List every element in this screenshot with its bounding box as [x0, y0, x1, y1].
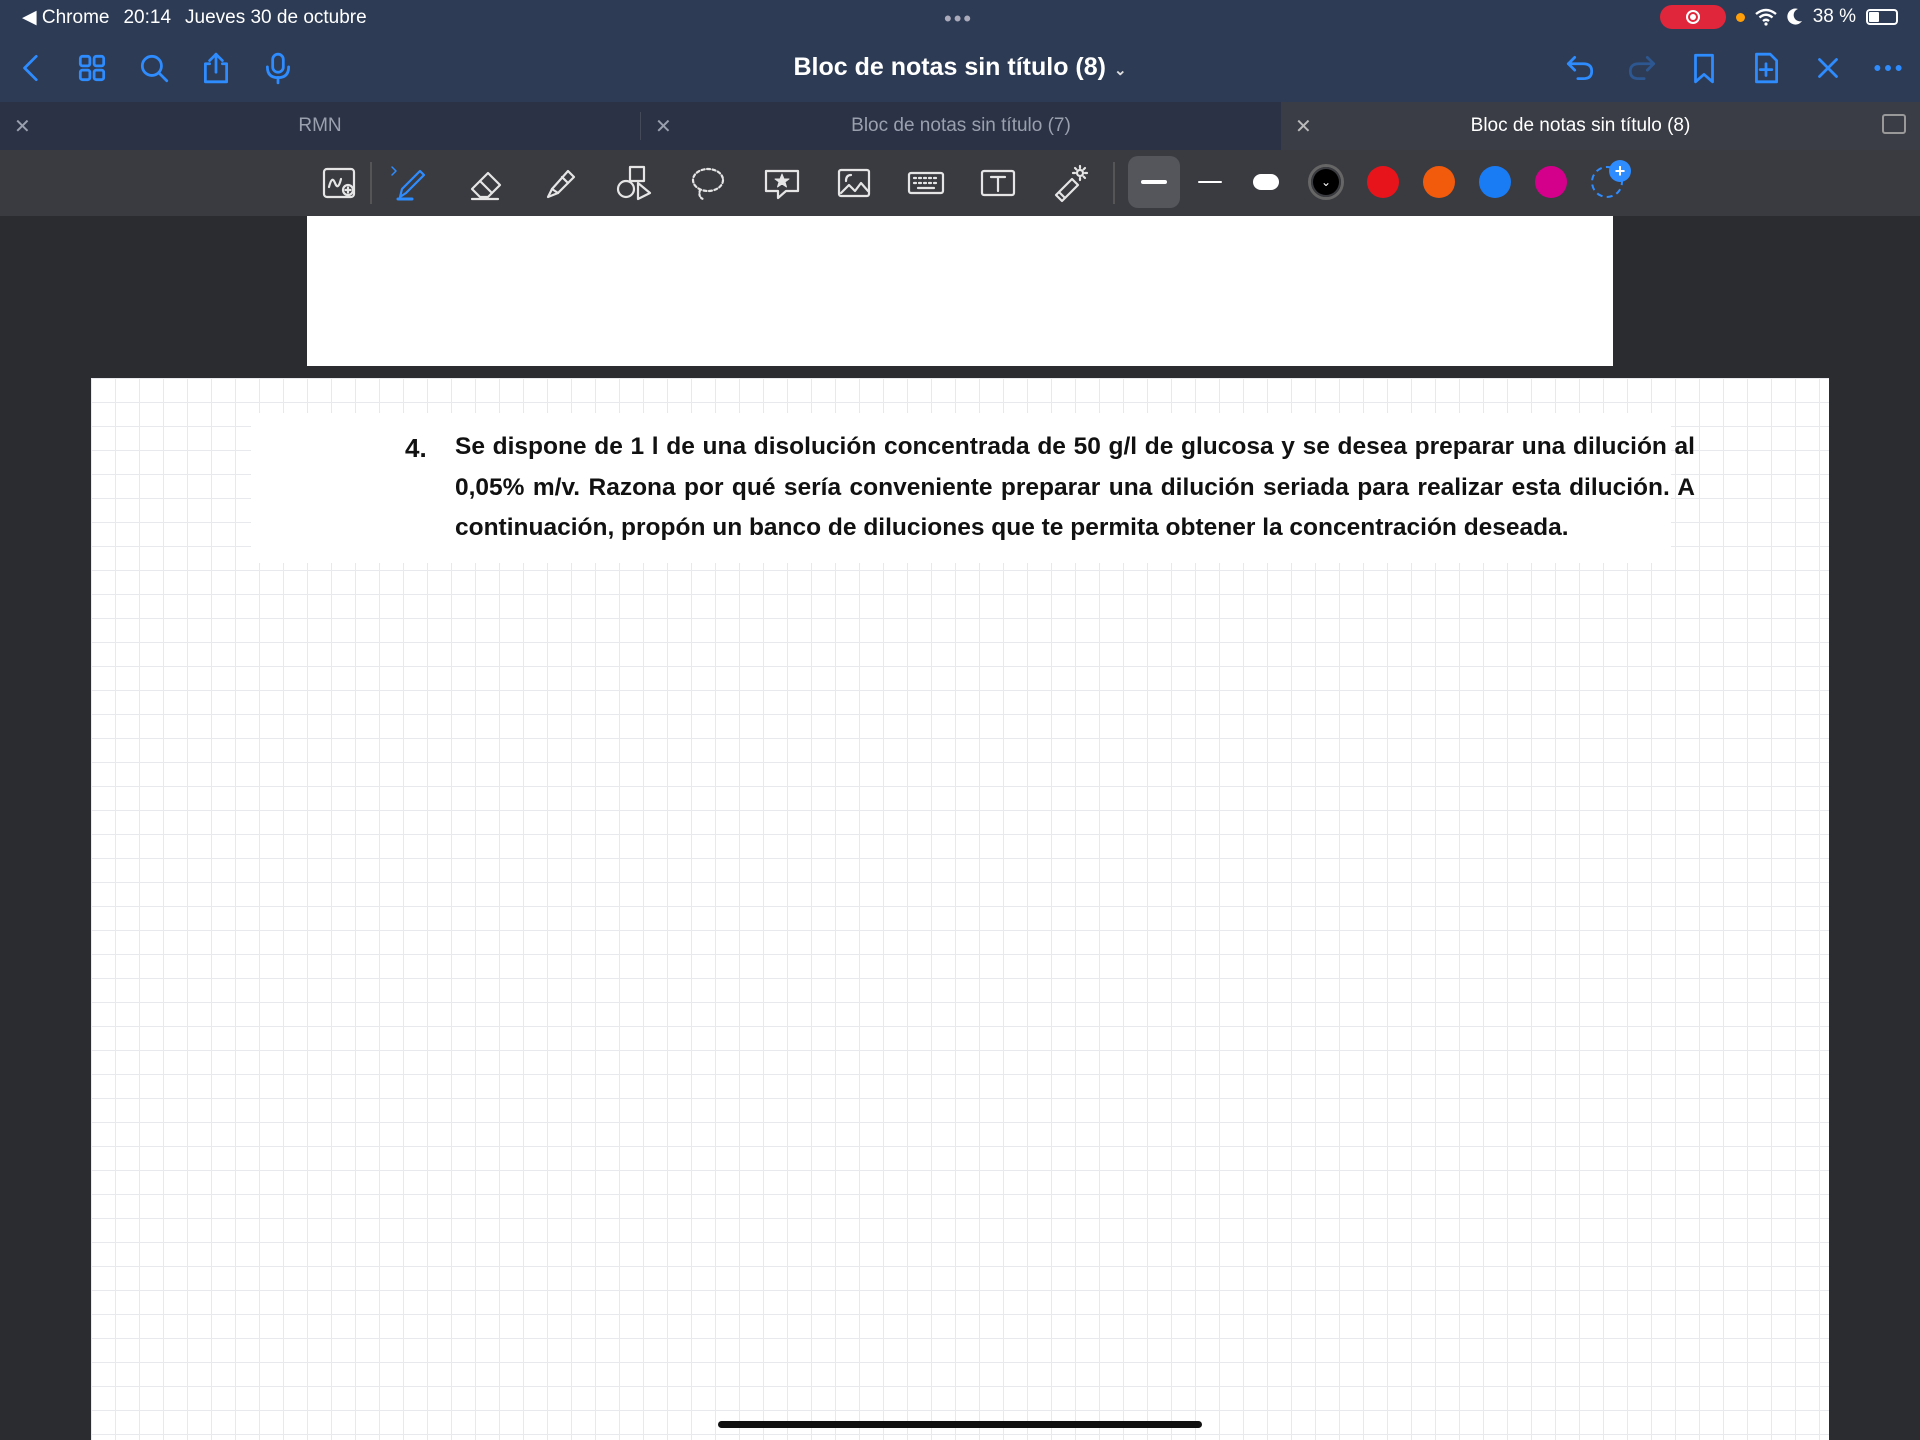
- question-block[interactable]: [251, 413, 1695, 563]
- color-magenta-swatch[interactable]: [1535, 166, 1567, 198]
- wifi-icon: [1755, 8, 1777, 26]
- close-tab-icon[interactable]: ✕: [1295, 116, 1312, 138]
- tab-label: Bloc de notas sin título (7): [851, 115, 1071, 136]
- image-icon[interactable]: [830, 160, 878, 206]
- chevron-down-icon: ⌄: [1113, 62, 1127, 79]
- tab-notebook-7[interactable]: [641, 102, 1281, 150]
- close-tab-icon[interactable]: ✕: [655, 116, 672, 138]
- chevron-down-icon: ⌄: [1320, 175, 1332, 189]
- notebook-page-grid[interactable]: [91, 378, 1829, 1440]
- document-title-text: Bloc de notas sin título (8): [793, 53, 1106, 81]
- laser-pointer-icon[interactable]: [1046, 160, 1094, 206]
- redo-icon[interactable]: [1622, 48, 1662, 88]
- battery-percent: 38 %: [1812, 6, 1856, 27]
- record-icon: [1686, 10, 1700, 24]
- multitasking-dots-icon[interactable]: •••: [944, 6, 974, 31]
- tab-notebook-8[interactable]: [1281, 102, 1920, 150]
- navigation-bar: [0, 34, 1920, 102]
- color-orange-swatch[interactable]: [1423, 166, 1455, 198]
- previous-page[interactable]: [307, 216, 1613, 366]
- status-date: Jueves 30 de octubre: [185, 6, 367, 28]
- color-blue-swatch[interactable]: [1479, 166, 1511, 198]
- moon-icon: [1787, 8, 1803, 26]
- screen-recording-indicator[interactable]: [1660, 5, 1726, 29]
- tab-label: RMN: [298, 115, 342, 136]
- stroke-thin-sample: [1198, 181, 1222, 183]
- add-page-icon[interactable]: [1746, 48, 1786, 88]
- tab-label: Bloc de notas sin título (8): [1470, 115, 1691, 136]
- add-color-button[interactable]: [1591, 161, 1626, 198]
- toolbar-divider: [370, 162, 372, 204]
- status-time: 20:14: [123, 6, 172, 28]
- stroke-width-thick-button[interactable]: [1128, 156, 1180, 208]
- sticker-icon[interactable]: [758, 160, 806, 206]
- color-red-swatch[interactable]: [1367, 166, 1399, 198]
- zoom-window-icon[interactable]: [316, 160, 364, 206]
- keyboard-icon[interactable]: [902, 160, 950, 206]
- tab-rmn[interactable]: [0, 102, 640, 150]
- close-editing-icon[interactable]: [1808, 48, 1848, 88]
- toolbar-divider: [1113, 162, 1115, 204]
- shapes-icon[interactable]: [610, 160, 658, 206]
- undo-icon[interactable]: [1560, 48, 1600, 88]
- stroke-thick-sample: [1141, 180, 1167, 184]
- bookmark-icon[interactable]: [1684, 48, 1724, 88]
- color-black-swatch[interactable]: [1308, 164, 1344, 200]
- battery-icon: [1866, 9, 1898, 25]
- home-indicator[interactable]: [718, 1421, 1202, 1428]
- question-number: 4.: [405, 433, 427, 463]
- highlighter-icon[interactable]: [536, 160, 584, 206]
- question-text: Se dispone de 1 l de una disolución concentrada de 50 g/l de glucosa y se desea preparar una dilución al 0,05% m/v. Razona por qué sería conveniente preparar una dilución seriada para realizar esta dilución. A continuación, propón un banco de diluciones que te permita obtener la concentración deseada.: [455, 433, 1695, 541]
- text-box-icon[interactable]: [974, 160, 1022, 206]
- lasso-icon[interactable]: [684, 160, 732, 206]
- document-tab-bar: [0, 102, 1920, 150]
- pen-icon[interactable]: [386, 160, 434, 206]
- app-header: [0, 0, 1920, 102]
- stroke-width-thin-button[interactable]: [1184, 156, 1236, 208]
- stroke-width-marker-button[interactable]: [1240, 156, 1292, 208]
- more-options-icon[interactable]: [1868, 48, 1908, 88]
- back-to-app-link[interactable]: ◀ Chrome: [22, 7, 110, 28]
- plus-icon: +: [1609, 160, 1631, 182]
- split-view-icon[interactable]: [1882, 114, 1906, 134]
- stroke-marker-sample: [1253, 174, 1279, 190]
- drawing-toolbar: [0, 150, 1920, 216]
- eraser-icon[interactable]: [462, 160, 510, 206]
- status-bar: [0, 0, 1920, 34]
- mic-in-use-indicator: [1736, 13, 1745, 22]
- close-tab-icon[interactable]: ✕: [14, 116, 31, 138]
